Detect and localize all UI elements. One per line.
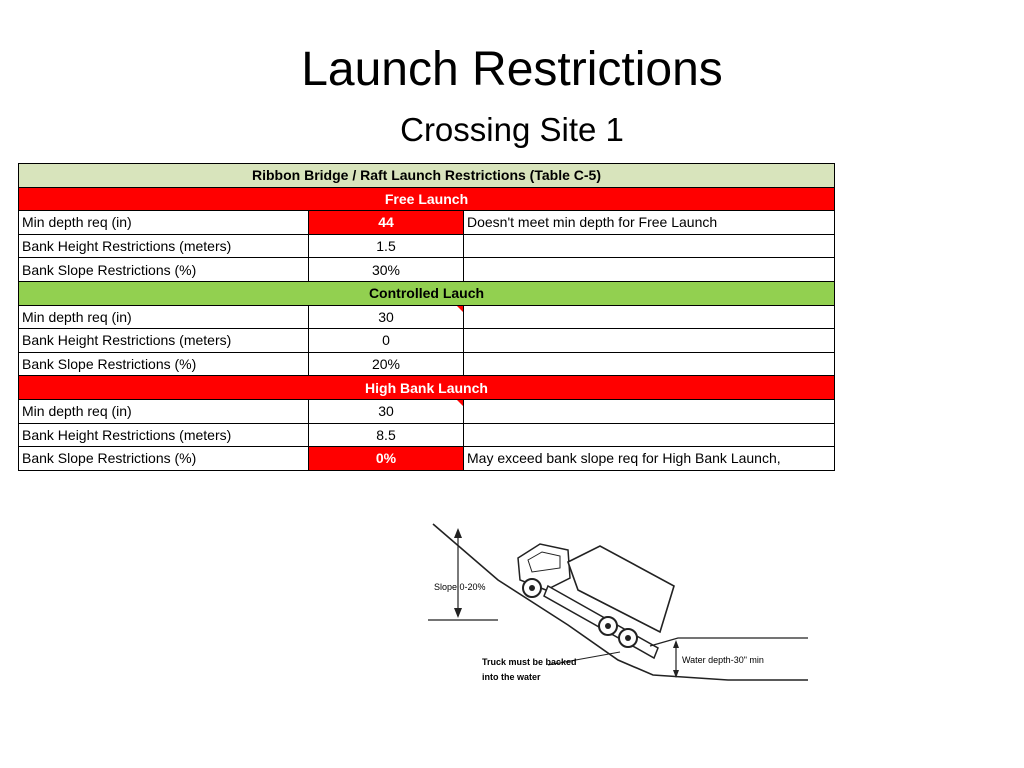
table-row [19,258,835,282]
row-label: Min depth req (in) [19,305,309,329]
section-controlled-launch [19,281,835,305]
truck-note-line-2: into the water [482,672,541,682]
row-value: 30% [309,258,464,282]
arrow-down-icon [454,608,462,618]
section-title: Free Launch [19,187,835,211]
row-value-flagged: 0% [309,447,464,471]
value-text: 30 [378,403,394,420]
table-header-row [19,164,835,188]
section-title: High Bank Launch [19,376,835,400]
row-value: 0 [309,329,464,353]
truck-icon [518,544,674,658]
slide-title: Launch Restrictions [301,43,723,96]
row-note: Doesn't meet min depth for Free Launch [464,211,835,235]
section-high-bank-launch [19,376,835,400]
row-value [309,399,464,423]
row-label: Bank Slope Restrictions (%) [19,447,309,471]
row-label: Bank Height Restrictions (meters) [19,329,309,353]
row-note [464,423,835,447]
row-label: Bank Height Restrictions (meters) [19,423,309,447]
slide-subtitle: Crossing Site 1 [400,111,624,148]
launch-restrictions-table [18,163,835,471]
row-note [464,352,835,376]
table-row [19,234,835,258]
row-note [464,399,835,423]
row-label: Min depth req (in) [19,211,309,235]
water-depth-label: Water depth-30" min [682,655,764,665]
row-note [464,329,835,353]
row-value: 8.5 [309,423,464,447]
comment-marker-icon[interactable] [457,306,463,312]
row-value: 20% [309,352,464,376]
row-label: Min depth req (in) [19,399,309,423]
value-text: 30 [378,308,394,325]
table-row [19,399,835,423]
row-label: Bank Slope Restrictions (%) [19,258,309,282]
comment-marker-icon[interactable] [457,400,463,406]
row-note [464,234,835,258]
table-row [19,329,835,353]
row-note [464,258,835,282]
arrow-up-icon [454,528,462,538]
table-header: Ribbon Bridge / Raft Launch Restrictions (Table C-5) [19,164,835,188]
slope-label: Slope 0-20% [434,582,486,592]
row-label: Bank Slope Restrictions (%) [19,352,309,376]
table-row [19,305,835,329]
table-row [19,423,835,447]
table-row [19,211,835,235]
table-row [19,352,835,376]
table-row [19,447,835,471]
row-value-flagged: 44 [309,211,464,235]
water-surface [650,638,808,646]
row-label: Bank Height Restrictions (meters) [19,234,309,258]
truck-launch-diagram [428,520,808,695]
arrow-up-icon [673,640,679,648]
row-value: 1.5 [309,234,464,258]
section-free-launch [19,187,835,211]
row-value [309,305,464,329]
row-note: May exceed bank slope req for High Bank Launch, [464,447,835,471]
truck-note-line-1: Truck must be backed [482,657,577,667]
row-note [464,305,835,329]
section-title: Controlled Lauch [19,281,835,305]
